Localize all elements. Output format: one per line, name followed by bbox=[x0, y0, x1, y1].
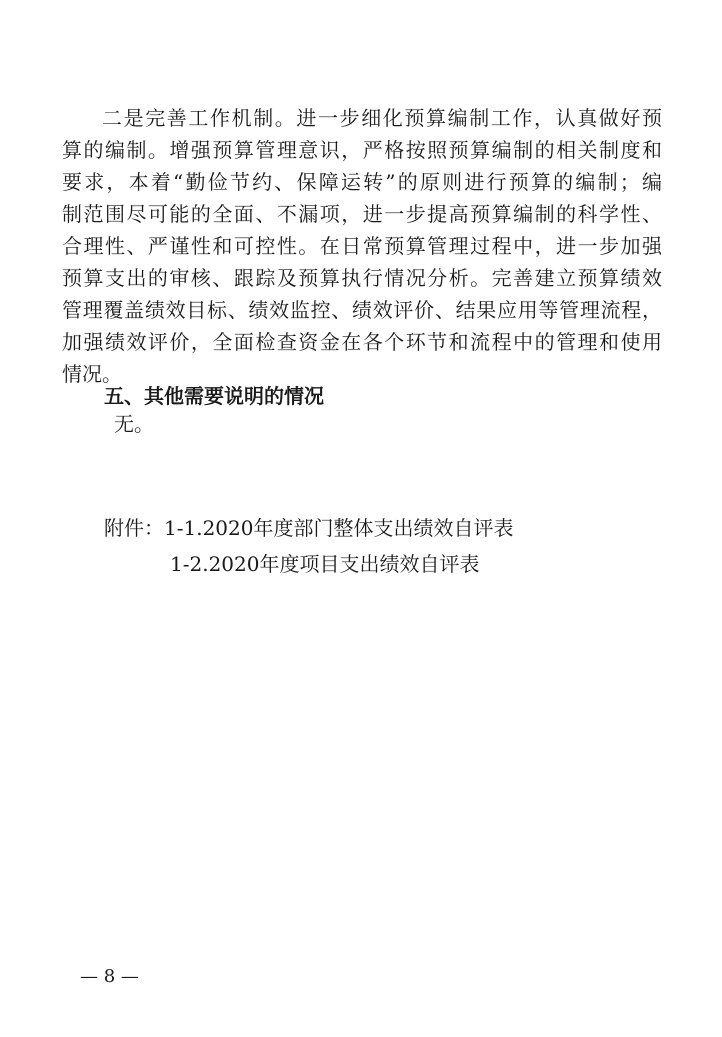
paragraph-line-9: 情况。 bbox=[62, 362, 122, 386]
attachment-item-2: 1-2.2020年度项目支出绩效自评表 bbox=[170, 552, 480, 576]
paragraph-line-2: 算的编制。增强预算管理意识，严格按照预算编制的相关制度和 bbox=[62, 138, 662, 162]
section-heading: 五、其他需要说明的情况 bbox=[104, 384, 324, 408]
paragraph-line-5: 合理性、严谨性和可控性。在日常预算管理过程中，进一步加强 bbox=[62, 234, 662, 258]
page-number: — 8 — bbox=[80, 966, 139, 987]
paragraph-line-8: 加强绩效评价，全面检查资金在各个环节和流程中的管理和使用 bbox=[62, 330, 662, 354]
paragraph-line-1: 二是完善工作机制。进一步细化预算编制工作，认真做好预 bbox=[102, 106, 662, 130]
paragraph-line-7: 管理覆盖绩效目标、绩效监控、绩效评价、结果应用等管理流程， bbox=[62, 298, 662, 322]
paragraph-line-3: 要求，本着“勤俭节约、保障运转”的原则进行预算的编制；编 bbox=[62, 170, 662, 194]
attachment-item-1: 附件：1-1.2020年度部门整体支出绩效自评表 bbox=[104, 516, 514, 540]
paragraph-line-4: 制范围尽可能的全面、不漏项，进一步提高预算编制的科学性、 bbox=[62, 202, 662, 226]
section-body: 无。 bbox=[114, 412, 154, 436]
paragraph-line-6: 预算支出的审核、跟踪及预算执行情况分析。完善建立预算绩效 bbox=[62, 266, 662, 290]
